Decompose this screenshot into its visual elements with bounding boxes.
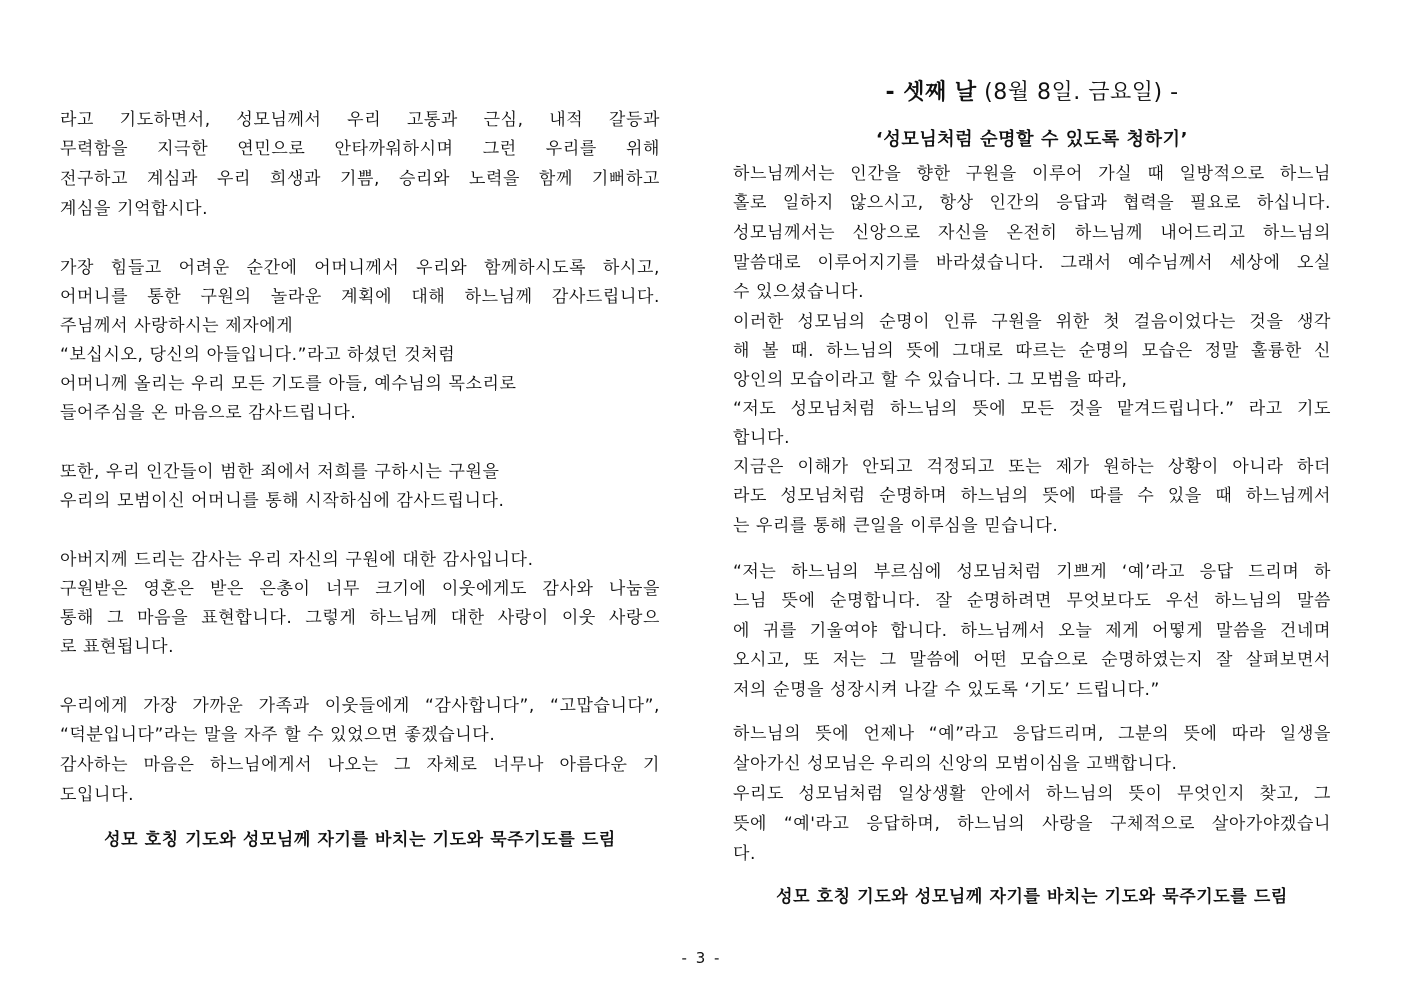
text-line: 구원받은 영혼은 받은 은총이 너무 크기에 이웃에게도 감사와 나눔을 (60, 579, 660, 599)
text-line: 가장 힘들고 어려운 순간에 어머니께서 우리와 함께하시도록 하시고, (60, 258, 660, 278)
text-line: 우리에게 가장 가까운 가족과 이웃들에게 “감사합니다”, “고맙습니다”, (60, 696, 660, 716)
text-line: 들어주심을 온 마음으로 감사드립니다. (60, 403, 357, 423)
text-line: 앙인의 모습이라고 할 수 있습니다. 그 모범을 따라, (733, 370, 1128, 390)
text-line: 우리의 모범이신 어머니를 통해 시작하심에 감사드립니다. (60, 491, 505, 511)
day-title-date: (8월 8일. 금요일) - (976, 80, 1179, 105)
text-line: 에 귀를 기울여야 합니다. 하느님께서 오늘 제게 어떻게 말씀을 건네며 (733, 621, 1331, 641)
text-line: 로 표현됩니다. (60, 637, 175, 657)
text-line: 말씀대로 이루어지기를 바라셨습니다. 그래서 예수님께서 세상에 오실 (733, 253, 1331, 273)
text-line: 어머니께 올리는 우리 모든 기도를 아들, 예수님의 목소리로 (60, 374, 517, 394)
text-line: “저도 성모님처럼 하느님의 뜻에 모든 것을 맡겨드립니다.” 라고 기도 (733, 399, 1331, 419)
text-line: 도입니다. (60, 785, 135, 805)
page-number: - 3 - (681, 949, 722, 967)
text-line: 우리도 성모님처럼 일상생활 안에서 하느님의 뜻이 무엇인지 찾고, 그 (733, 784, 1331, 804)
text-line: 감사하는 마음은 하느님에게서 나오는 그 자체로 너무나 아름다운 기 (60, 755, 660, 775)
text-line: 느님 뜻에 순명합니다. 잘 순명하려면 무엇보다도 우선 하느님의 말씀 (733, 591, 1331, 611)
text-line: 다. (733, 844, 757, 864)
text-line: 하느님의 뜻에 언제나 “예”라고 응답드리며, 그분의 뜻에 따라 일생을 (733, 724, 1331, 744)
text-line: 무력함을 지극한 연민으로 안타까워하시며 그런 우리를 위해 (60, 139, 660, 159)
text-line: 통해 그 마음을 표현합니다. 그렇게 하느님께 대한 사랑이 이웃 사랑으 (60, 608, 660, 628)
text-line: 홀로 일하지 않으시고, 항상 인간의 응답과 협력을 필요로 하십니다. (733, 193, 1331, 213)
text-line: “저는 하느님의 부르심에 성모님처럼 기쁘게 ‘예’라고 응답 드리며 하 (733, 562, 1331, 582)
text-line: 계심을 기억합시다. (60, 199, 209, 219)
text-line: 성모님께서는 신앙으로 자신을 온전히 하느님께 내어드리고 하느님의 (733, 223, 1331, 243)
text-line: 저의 순명을 성장시켜 나갈 수 있도록 ‘기도’ 드립니다.” (733, 680, 1160, 700)
text-line: 오시고, 또 저는 그 말씀에 어떤 모습으로 순명하였는지 잘 살펴보면서 (733, 650, 1331, 670)
text-line: 어머니를 통한 구원의 놀라운 계획에 대해 하느님께 감사드립니다. (60, 287, 660, 307)
text-line: 해 볼 때. 하느님의 뜻에 그대로 따르는 순명의 모습은 정말 훌륭한 신 (733, 341, 1331, 361)
day-title (733, 79, 1331, 107)
text-line: 합니다. (733, 428, 791, 448)
text-line: “덕분입니다”라는 말을 자주 할 수 있었으면 좋겠습니다. (60, 725, 496, 745)
text-line: 살아가신 성모님은 우리의 신앙의 모범이심을 고백합니다. (733, 754, 1178, 774)
text-line: 뜻에 “예'라고 응답하며, 하느님의 사랑을 구체적으로 살아가야겠습니 (733, 814, 1331, 834)
text-line: 하느님께서는 인간을 향한 구원을 이루어 가실 때 일방적으로 하느님 (733, 164, 1331, 184)
text-line: “보십시오, 당신의 아들입니다.”라고 하셨던 것처럼 (60, 345, 456, 365)
closing-prayer-line: 성모 호칭 기도와 성모님께 자기를 바치는 기도와 묵주기도를 드림 (104, 830, 616, 850)
text-line: 아버지께 드리는 감사는 우리 자신의 구원에 대한 감사입니다. (60, 550, 534, 570)
closing-prayer-line: 성모 호칭 기도와 성모님께 자기를 바치는 기도와 묵주기도를 드림 (776, 887, 1288, 907)
text-line: 전구하고 계심과 우리 희생과 기쁨, 승리와 노력을 함께 기뻐하고 (60, 169, 660, 189)
text-line: 주님께서 사랑하시는 제자에게 (60, 316, 294, 336)
text-line: 라고 기도하면서, 성모님께서 우리 고통과 근심, 내적 갈등과 (60, 110, 660, 130)
text-line: 라도 성모님처럼 순명하며 하느님의 뜻에 따를 수 있을 때 하느님께서 (733, 486, 1331, 506)
day-title-label: - 셋째 날 (885, 80, 977, 105)
text-line: 이러한 성모님의 순명이 인류 구원을 위한 첫 걸음이었다는 것을 생각 (733, 312, 1331, 332)
text-line: 지금은 이해가 안되고 걱정되고 또는 제가 원하는 상황이 아니라 하더 (733, 457, 1331, 477)
day-subtitle: ‘성모님처럼 순명할 수 있도록 청하기’ (875, 129, 1189, 150)
text-line: 또한, 우리 인간들이 범한 죄에서 저희를 구하시는 구원을 (60, 462, 500, 482)
text-line: 수 있으셨습니다. (733, 282, 865, 302)
text-line: 는 우리를 통해 큰일을 이루심을 믿습니다. (733, 516, 1059, 536)
